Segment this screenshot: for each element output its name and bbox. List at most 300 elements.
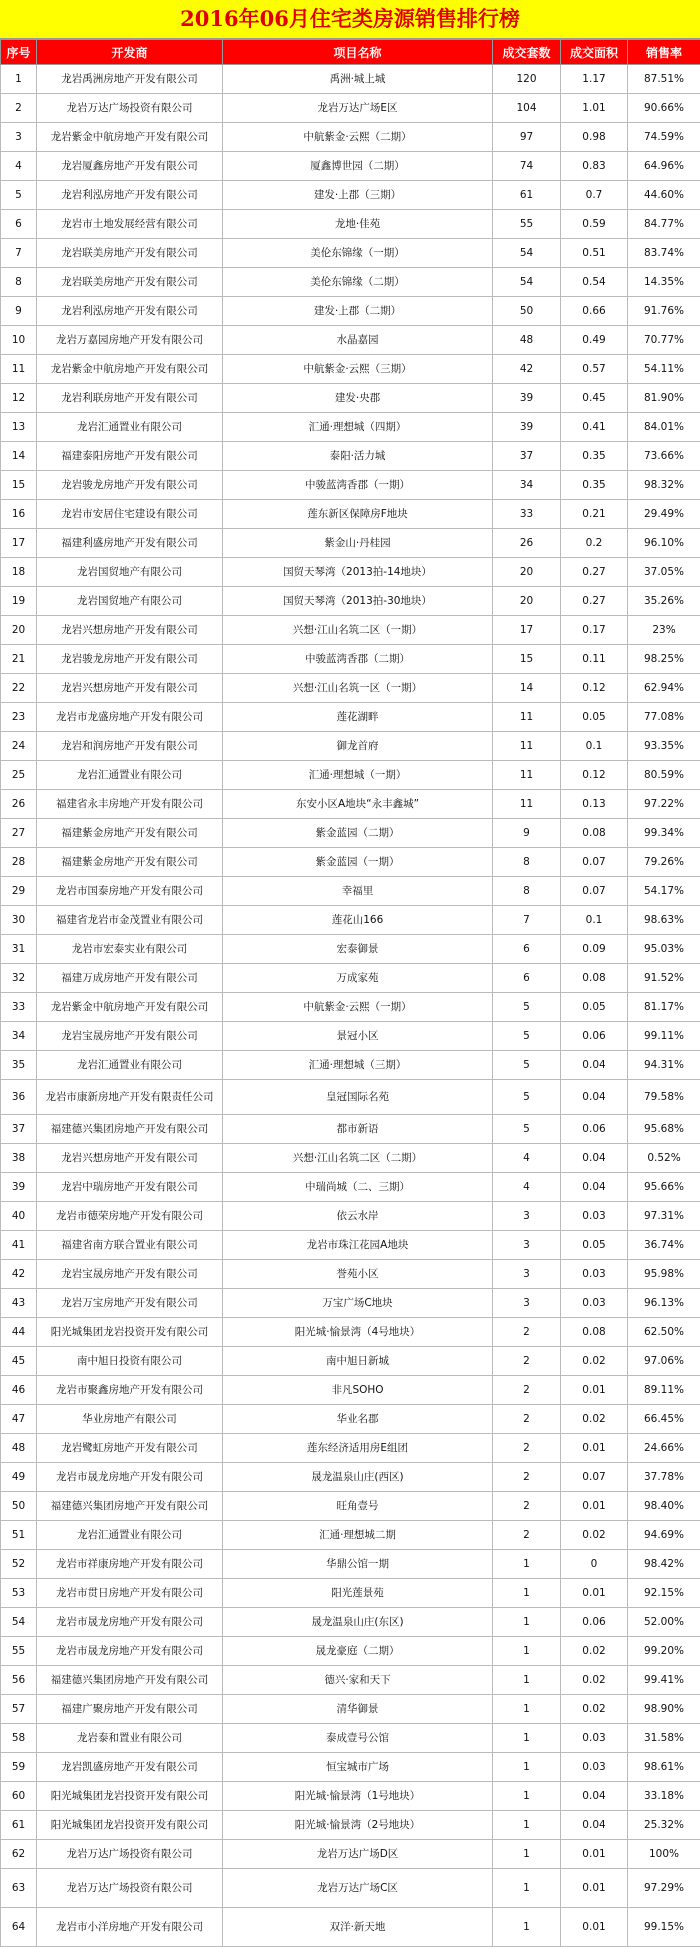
- table-row: [1, 413, 700, 442]
- sales-rate-cell: 66.45%: [628, 1405, 700, 1434]
- sales-rate-cell: 98.32%: [628, 471, 700, 500]
- ranking-table: [0, 39, 700, 1947]
- table-row: [1, 587, 700, 616]
- table-row: [1, 1434, 700, 1463]
- units-cell: 50: [493, 297, 561, 326]
- table-row: [1, 94, 700, 123]
- area-cell: 0.05: [561, 993, 628, 1022]
- sales-rate-cell: 0.52%: [628, 1144, 700, 1173]
- area-cell: 0.51: [561, 239, 628, 268]
- area-cell: 0.04: [561, 1811, 628, 1840]
- rank-cell: 44: [1, 1318, 37, 1347]
- table-row: [1, 1840, 700, 1869]
- units-cell: 5: [493, 1051, 561, 1080]
- units-cell: 61: [493, 181, 561, 210]
- developer-cell: 龙岩市康新房地产开发有限责任公司: [37, 1080, 223, 1115]
- developer-cell: 龙岩宝晟房地产开发有限公司: [37, 1022, 223, 1051]
- rank-cell: 41: [1, 1231, 37, 1260]
- sales-rate-cell: 97.06%: [628, 1347, 700, 1376]
- table-row: [1, 65, 700, 94]
- area-cell: 0.59: [561, 210, 628, 239]
- developer-cell: 龙岩市龙盛房地产开发有限公司: [37, 703, 223, 732]
- sales-rate-cell: 23%: [628, 616, 700, 645]
- header-developer: 开发商: [37, 40, 223, 65]
- project-cell: 中瑞尚城（二、三期）: [223, 1173, 493, 1202]
- project-cell: 双洋·新天地: [223, 1908, 493, 1947]
- project-cell: 清华御景: [223, 1695, 493, 1724]
- sales-rate-cell: 98.63%: [628, 906, 700, 935]
- table-row: [1, 732, 700, 761]
- rank-cell: 40: [1, 1202, 37, 1231]
- table-row: [1, 268, 700, 297]
- rank-cell: 4: [1, 152, 37, 181]
- developer-cell: 南中旭日投资有限公司: [37, 1347, 223, 1376]
- rank-cell: 37: [1, 1115, 37, 1144]
- table-row: [1, 1347, 700, 1376]
- developer-cell: 龙岩国贸地产有限公司: [37, 587, 223, 616]
- developer-cell: 龙岩市土地发展经营有限公司: [37, 210, 223, 239]
- table-row: [1, 877, 700, 906]
- sales-rate-cell: 79.58%: [628, 1080, 700, 1115]
- table-row: [1, 1492, 700, 1521]
- table-row: [1, 674, 700, 703]
- rank-cell: 11: [1, 355, 37, 384]
- area-cell: 0.35: [561, 471, 628, 500]
- units-cell: 3: [493, 1260, 561, 1289]
- table-row: [1, 1550, 700, 1579]
- units-cell: 2: [493, 1376, 561, 1405]
- project-cell: 御龙首府: [223, 732, 493, 761]
- developer-cell: 福建省龙岩市金茂置业有限公司: [37, 906, 223, 935]
- rank-cell: 53: [1, 1579, 37, 1608]
- units-cell: 1: [493, 1695, 561, 1724]
- units-cell: 4: [493, 1173, 561, 1202]
- project-cell: 中航紫金·云熙（一期）: [223, 993, 493, 1022]
- project-cell: 兴想·江山名筑一区（一期）: [223, 674, 493, 703]
- area-cell: 0.04: [561, 1080, 628, 1115]
- developer-cell: 华业房地产有限公司: [37, 1405, 223, 1434]
- sales-rate-cell: 80.59%: [628, 761, 700, 790]
- units-cell: 3: [493, 1231, 561, 1260]
- developer-cell: 龙岩市贯日房地产开发有限公司: [37, 1579, 223, 1608]
- developer-cell: 龙岩骏龙房地产开发有限公司: [37, 471, 223, 500]
- developer-cell: 福建紫金房地产开发有限公司: [37, 819, 223, 848]
- table-row: [1, 1579, 700, 1608]
- developer-cell: 龙岩万嘉园房地产开发有限公司: [37, 326, 223, 355]
- table-row: [1, 1608, 700, 1637]
- sales-rate-cell: 81.90%: [628, 384, 700, 413]
- rank-cell: 27: [1, 819, 37, 848]
- area-cell: 0.02: [561, 1666, 628, 1695]
- sales-rate-cell: 94.69%: [628, 1521, 700, 1550]
- project-cell: 龙岩万达广场C区: [223, 1869, 493, 1908]
- rank-cell: 19: [1, 587, 37, 616]
- sales-rate-cell: 91.52%: [628, 964, 700, 993]
- sales-rate-cell: 35.26%: [628, 587, 700, 616]
- rank-cell: 39: [1, 1173, 37, 1202]
- table-header: [1, 40, 700, 65]
- project-cell: 华鼎公馆一期: [223, 1550, 493, 1579]
- area-cell: 0.03: [561, 1289, 628, 1318]
- sales-rate-cell: 99.41%: [628, 1666, 700, 1695]
- sales-rate-cell: 14.35%: [628, 268, 700, 297]
- area-cell: 0.06: [561, 1115, 628, 1144]
- developer-cell: 龙岩凯盛房地产开发有限公司: [37, 1753, 223, 1782]
- sales-rate-cell: 92.15%: [628, 1579, 700, 1608]
- area-cell: 0.01: [561, 1492, 628, 1521]
- units-cell: 5: [493, 1080, 561, 1115]
- area-cell: 0.13: [561, 790, 628, 819]
- project-cell: 都市新语: [223, 1115, 493, 1144]
- developer-cell: 龙岩骏龙房地产开发有限公司: [37, 645, 223, 674]
- developer-cell: 龙岩汇通置业有限公司: [37, 1051, 223, 1080]
- rank-cell: 28: [1, 848, 37, 877]
- developer-cell: 龙岩市聚鑫房地产开发有限公司: [37, 1376, 223, 1405]
- rank-cell: 55: [1, 1637, 37, 1666]
- units-cell: 1: [493, 1908, 561, 1947]
- rank-cell: 52: [1, 1550, 37, 1579]
- area-cell: 0.07: [561, 848, 628, 877]
- table-row: [1, 1080, 700, 1115]
- sales-rate-cell: 98.40%: [628, 1492, 700, 1521]
- units-cell: 37: [493, 442, 561, 471]
- table-row: [1, 1318, 700, 1347]
- units-cell: 20: [493, 558, 561, 587]
- sales-rate-cell: 95.98%: [628, 1260, 700, 1289]
- units-cell: 1: [493, 1811, 561, 1840]
- area-cell: 0.08: [561, 1318, 628, 1347]
- project-cell: 德兴·家和天下: [223, 1666, 493, 1695]
- developer-cell: 龙岩宝晟房地产开发有限公司: [37, 1260, 223, 1289]
- sales-rate-cell: 54.11%: [628, 355, 700, 384]
- project-cell: 国贸天琴湾（2013拍-14地块）: [223, 558, 493, 587]
- area-cell: 0.06: [561, 1608, 628, 1637]
- developer-cell: 龙岩市晟龙房地产开发有限公司: [37, 1463, 223, 1492]
- project-cell: 华业名郡: [223, 1405, 493, 1434]
- rank-cell: 35: [1, 1051, 37, 1080]
- project-cell: 龙岩万达广场E区: [223, 94, 493, 123]
- area-cell: 0.09: [561, 935, 628, 964]
- project-cell: 龙岩市珠江花园A地块: [223, 1231, 493, 1260]
- table-row: [1, 326, 700, 355]
- project-cell: 水晶嘉园: [223, 326, 493, 355]
- developer-cell: 福建紫金房地产开发有限公司: [37, 848, 223, 877]
- table-row: [1, 1782, 700, 1811]
- units-cell: 33: [493, 500, 561, 529]
- sales-rate-cell: 77.08%: [628, 703, 700, 732]
- area-cell: 0.02: [561, 1695, 628, 1724]
- units-cell: 1: [493, 1637, 561, 1666]
- rank-cell: 14: [1, 442, 37, 471]
- sales-rate-cell: 24.66%: [628, 1434, 700, 1463]
- sales-rate-cell: 96.10%: [628, 529, 700, 558]
- developer-cell: 龙岩汇通置业有限公司: [37, 1521, 223, 1550]
- project-cell: 厦鑫博世园（二期）: [223, 152, 493, 181]
- developer-cell: 福建省永丰房地产开发有限公司: [37, 790, 223, 819]
- table-row: [1, 1463, 700, 1492]
- area-cell: 0.45: [561, 384, 628, 413]
- sales-rate-cell: 33.18%: [628, 1782, 700, 1811]
- area-cell: 0.1: [561, 906, 628, 935]
- area-cell: 0.7: [561, 181, 628, 210]
- rank-cell: 1: [1, 65, 37, 94]
- units-cell: 1: [493, 1753, 561, 1782]
- sales-rate-cell: 99.20%: [628, 1637, 700, 1666]
- rank-cell: 64: [1, 1908, 37, 1947]
- rank-cell: 48: [1, 1434, 37, 1463]
- rank-cell: 20: [1, 616, 37, 645]
- sales-rate-cell: 94.31%: [628, 1051, 700, 1080]
- units-cell: 17: [493, 616, 561, 645]
- area-cell: 0.83: [561, 152, 628, 181]
- rank-cell: 25: [1, 761, 37, 790]
- table-row: [1, 152, 700, 181]
- developer-cell: 阳光城集团龙岩投资开发有限公司: [37, 1782, 223, 1811]
- table-row: [1, 500, 700, 529]
- sales-rate-cell: 97.29%: [628, 1869, 700, 1908]
- table-row: [1, 1753, 700, 1782]
- sales-rate-cell: 81.17%: [628, 993, 700, 1022]
- sales-rate-cell: 98.61%: [628, 1753, 700, 1782]
- area-cell: 0.02: [561, 1637, 628, 1666]
- units-cell: 7: [493, 906, 561, 935]
- area-cell: 0.17: [561, 616, 628, 645]
- units-cell: 42: [493, 355, 561, 384]
- area-cell: 0.01: [561, 1376, 628, 1405]
- units-cell: 11: [493, 732, 561, 761]
- developer-cell: 龙岩汇通置业有限公司: [37, 761, 223, 790]
- table-row: [1, 529, 700, 558]
- project-cell: 阳光莲景苑: [223, 1579, 493, 1608]
- area-cell: 0.12: [561, 761, 628, 790]
- rank-cell: 9: [1, 297, 37, 326]
- developer-cell: 龙岩联美房地产开发有限公司: [37, 239, 223, 268]
- sales-rate-cell: 98.42%: [628, 1550, 700, 1579]
- developer-cell: 福建万成房地产开发有限公司: [37, 964, 223, 993]
- units-cell: 1: [493, 1608, 561, 1637]
- developer-cell: 福建德兴集团房地产开发有限公司: [37, 1492, 223, 1521]
- area-cell: 0.27: [561, 558, 628, 587]
- sales-rate-cell: 31.58%: [628, 1724, 700, 1753]
- units-cell: 6: [493, 935, 561, 964]
- units-cell: 74: [493, 152, 561, 181]
- project-cell: 建发·央郡: [223, 384, 493, 413]
- area-cell: 0.04: [561, 1051, 628, 1080]
- area-cell: 0: [561, 1550, 628, 1579]
- area-cell: 0.49: [561, 326, 628, 355]
- developer-cell: 龙岩兴想房地产开发有限公司: [37, 616, 223, 645]
- developer-cell: 龙岩市小洋房地产开发有限公司: [37, 1908, 223, 1947]
- table-row: [1, 1405, 700, 1434]
- project-cell: 汇通·理想城二期: [223, 1521, 493, 1550]
- project-cell: 泰成壹号公馆: [223, 1724, 493, 1753]
- units-cell: 1: [493, 1666, 561, 1695]
- project-cell: 中骏蓝湾香郡（一期）: [223, 471, 493, 500]
- project-cell: 非凡SOHO: [223, 1376, 493, 1405]
- area-cell: 0.08: [561, 819, 628, 848]
- project-cell: 建发·上郡（三期）: [223, 181, 493, 210]
- area-cell: 0.35: [561, 442, 628, 471]
- developer-cell: 龙岩和润房地产开发有限公司: [37, 732, 223, 761]
- rank-cell: 47: [1, 1405, 37, 1434]
- units-cell: 2: [493, 1434, 561, 1463]
- rank-cell: 21: [1, 645, 37, 674]
- table-row: [1, 935, 700, 964]
- units-cell: 20: [493, 587, 561, 616]
- table-row: [1, 761, 700, 790]
- developer-cell: 龙岩市晟龙房地产开发有限公司: [37, 1637, 223, 1666]
- rank-cell: 8: [1, 268, 37, 297]
- rank-cell: 13: [1, 413, 37, 442]
- rank-cell: 36: [1, 1080, 37, 1115]
- rank-cell: 34: [1, 1022, 37, 1051]
- header-sales-rate: 销售率: [628, 40, 700, 65]
- project-cell: 中航紫金·云熙（二期）: [223, 123, 493, 152]
- project-cell: 晟龙温泉山庄(东区): [223, 1608, 493, 1637]
- developer-cell: 龙岩市晟龙房地产开发有限公司: [37, 1608, 223, 1637]
- area-cell: 0.57: [561, 355, 628, 384]
- developer-cell: 龙岩紫金中航房地产开发有限公司: [37, 355, 223, 384]
- table-row: [1, 558, 700, 587]
- developer-cell: 龙岩市宏泰实业有限公司: [37, 935, 223, 964]
- developer-cell: 龙岩汇通置业有限公司: [37, 413, 223, 442]
- project-cell: 万成家苑: [223, 964, 493, 993]
- header-row: [1, 40, 700, 65]
- project-cell: 晟龙豪庭（二期）: [223, 1637, 493, 1666]
- sales-rate-cell: 62.50%: [628, 1318, 700, 1347]
- project-cell: 幸福里: [223, 877, 493, 906]
- sales-rate-cell: 95.66%: [628, 1173, 700, 1202]
- table-row: [1, 703, 700, 732]
- developer-cell: 龙岩鹭虹房地产开发有限公司: [37, 1434, 223, 1463]
- rank-cell: 54: [1, 1608, 37, 1637]
- project-cell: 美伦东锦缘（二期）: [223, 268, 493, 297]
- sales-rate-cell: 84.01%: [628, 413, 700, 442]
- rank-cell: 50: [1, 1492, 37, 1521]
- sales-rate-cell: 99.11%: [628, 1022, 700, 1051]
- developer-cell: 龙岩利泓房地产开发有限公司: [37, 297, 223, 326]
- developer-cell: 龙岩市国泰房地产开发有限公司: [37, 877, 223, 906]
- table-row: [1, 1695, 700, 1724]
- rank-cell: 60: [1, 1782, 37, 1811]
- sales-rate-cell: 95.03%: [628, 935, 700, 964]
- developer-cell: 龙岩市祥康房地产开发有限公司: [37, 1550, 223, 1579]
- project-cell: 皇冠国际名苑: [223, 1080, 493, 1115]
- table-row: [1, 819, 700, 848]
- sales-rate-cell: 98.90%: [628, 1695, 700, 1724]
- project-cell: 莲东经济适用房E组团: [223, 1434, 493, 1463]
- sales-rate-cell: 44.60%: [628, 181, 700, 210]
- project-cell: 紫金山·丹桂园: [223, 529, 493, 558]
- table-row: [1, 1022, 700, 1051]
- table-row: [1, 210, 700, 239]
- table-row: [1, 1666, 700, 1695]
- developer-cell: 龙岩万宝房地产开发有限公司: [37, 1289, 223, 1318]
- developer-cell: 龙岩联美房地产开发有限公司: [37, 268, 223, 297]
- sales-rate-cell: 84.77%: [628, 210, 700, 239]
- rank-cell: 7: [1, 239, 37, 268]
- units-cell: 2: [493, 1318, 561, 1347]
- units-cell: 11: [493, 703, 561, 732]
- table-row: [1, 471, 700, 500]
- rank-cell: 31: [1, 935, 37, 964]
- units-cell: 3: [493, 1202, 561, 1231]
- table-row: [1, 848, 700, 877]
- rank-cell: 32: [1, 964, 37, 993]
- sales-rate-cell: 93.35%: [628, 732, 700, 761]
- table-row: [1, 616, 700, 645]
- sales-rate-cell: 64.96%: [628, 152, 700, 181]
- table-row: [1, 297, 700, 326]
- rank-cell: 22: [1, 674, 37, 703]
- sales-rate-cell: 97.22%: [628, 790, 700, 819]
- units-cell: 97: [493, 123, 561, 152]
- units-cell: 54: [493, 268, 561, 297]
- table-row: [1, 1289, 700, 1318]
- project-cell: 龙地·佳苑: [223, 210, 493, 239]
- table-row: [1, 1202, 700, 1231]
- project-cell: 中航紫金·云熙（三期）: [223, 355, 493, 384]
- area-cell: 0.01: [561, 1869, 628, 1908]
- project-cell: 晟龙温泉山庄(西区): [223, 1463, 493, 1492]
- project-cell: 汇通·理想城（一期）: [223, 761, 493, 790]
- units-cell: 11: [493, 790, 561, 819]
- developer-cell: 龙岩泰和置业有限公司: [37, 1724, 223, 1753]
- developer-cell: 龙岩利泓房地产开发有限公司: [37, 181, 223, 210]
- rank-cell: 59: [1, 1753, 37, 1782]
- rank-cell: 2: [1, 94, 37, 123]
- project-cell: 景冠小区: [223, 1022, 493, 1051]
- units-cell: 120: [493, 65, 561, 94]
- sales-rate-cell: 90.66%: [628, 94, 700, 123]
- sales-rate-cell: 73.66%: [628, 442, 700, 471]
- units-cell: 5: [493, 1022, 561, 1051]
- table-row: [1, 1260, 700, 1289]
- project-cell: 美伦东锦缘（一期）: [223, 239, 493, 268]
- header-area: 成交面积: [561, 40, 628, 65]
- units-cell: 2: [493, 1521, 561, 1550]
- sales-rate-cell: 83.74%: [628, 239, 700, 268]
- sales-rate-cell: 95.68%: [628, 1115, 700, 1144]
- units-cell: 14: [493, 674, 561, 703]
- project-cell: 阳光城·愉景湾（2号地块）: [223, 1811, 493, 1840]
- units-cell: 48: [493, 326, 561, 355]
- area-cell: 1.01: [561, 94, 628, 123]
- table-row: [1, 1521, 700, 1550]
- area-cell: 0.54: [561, 268, 628, 297]
- sales-rate-cell: 70.77%: [628, 326, 700, 355]
- area-cell: 0.06: [561, 1022, 628, 1051]
- sales-rate-cell: 96.13%: [628, 1289, 700, 1318]
- table-row: [1, 1869, 700, 1908]
- project-cell: 恒宝城市广场: [223, 1753, 493, 1782]
- area-cell: 0.12: [561, 674, 628, 703]
- area-cell: 0.07: [561, 877, 628, 906]
- table-row: [1, 1051, 700, 1080]
- developer-cell: 福建德兴集团房地产开发有限公司: [37, 1115, 223, 1144]
- area-cell: 0.07: [561, 1463, 628, 1492]
- sales-rate-cell: 25.32%: [628, 1811, 700, 1840]
- project-cell: 禹洲·城上城: [223, 65, 493, 94]
- developer-cell: 福建泰阳房地产开发有限公司: [37, 442, 223, 471]
- area-cell: 0.01: [561, 1908, 628, 1947]
- area-cell: 1.17: [561, 65, 628, 94]
- units-cell: 2: [493, 1347, 561, 1376]
- sales-rate-cell: 62.94%: [628, 674, 700, 703]
- area-cell: 0.08: [561, 964, 628, 993]
- project-cell: 汇通·理想城（四期）: [223, 413, 493, 442]
- area-cell: 0.03: [561, 1260, 628, 1289]
